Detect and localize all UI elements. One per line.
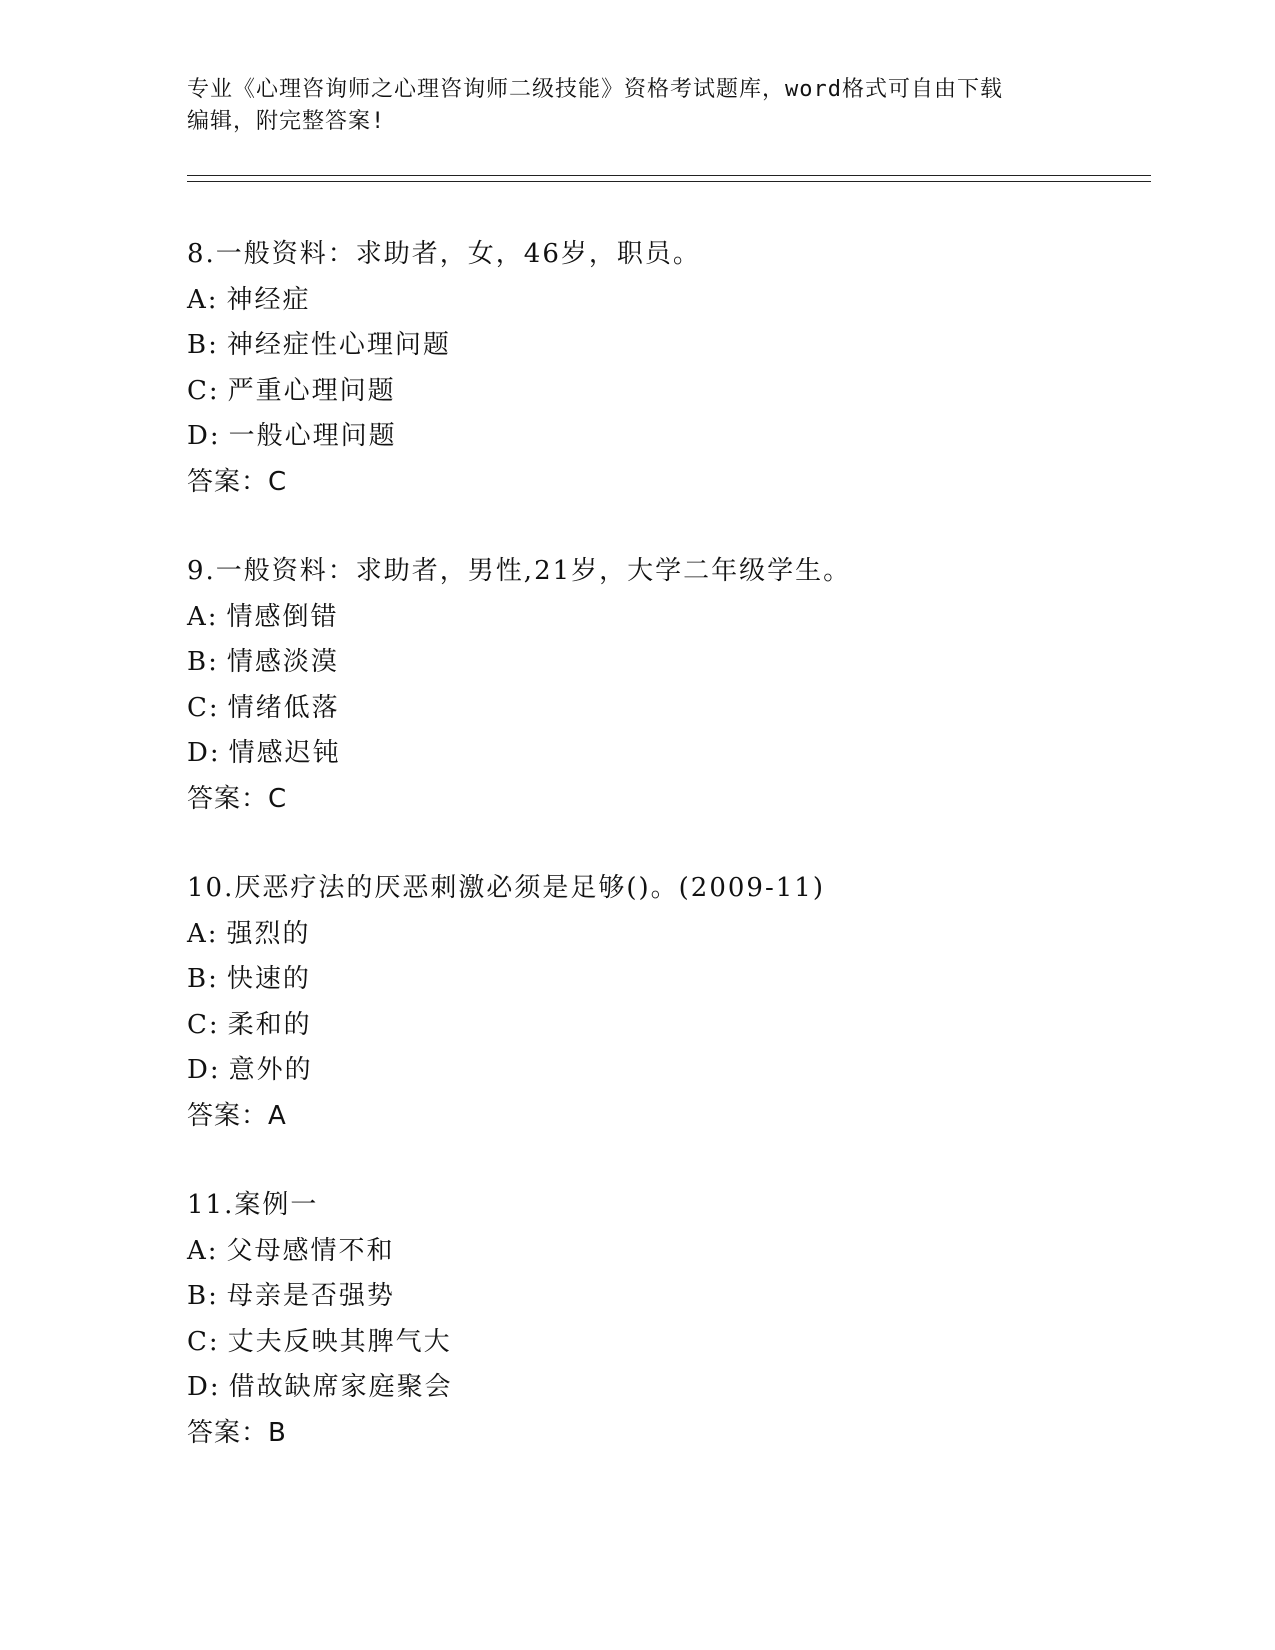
option-letter: A: (187, 918, 219, 949)
option-letter: A: (187, 284, 219, 315)
option-letter: D: (187, 738, 221, 768)
option-letter: B: (187, 330, 219, 360)
option-text: 快速的 (226, 964, 311, 994)
option-letter: C: (187, 375, 220, 406)
option-d (187, 1365, 1147, 1411)
option-text: 情感迟钝 (228, 738, 341, 768)
option-text: 情感淡漠 (226, 647, 339, 677)
option-a (187, 912, 1147, 958)
option-letter: C: (187, 1009, 220, 1040)
option-text: 一般心理问题 (228, 421, 397, 451)
option-letter: B: (187, 1281, 219, 1311)
question-stem: 9.一般资料：求助者，男性,21岁，大学二年级学生。 (187, 556, 852, 586)
option-b (187, 323, 1147, 369)
option-a (187, 1229, 1147, 1275)
option-letter: C: (187, 1326, 220, 1357)
option-text: 严重心理问题 (227, 375, 396, 406)
option-text: 丈夫反映其脾气大 (227, 1326, 452, 1357)
option-text: 神经症性心理问题 (226, 330, 451, 360)
question-stem: 8.一般资料：求助者，女，46岁，职员。 (187, 239, 701, 269)
header-line-1: 专业《心理咨询师之心理咨询师二级技能》资格考试题库，word格式可自由下载 (187, 77, 1003, 102)
question-8 (187, 232, 1147, 505)
question-stem: 10.厌恶疗法的厌恶刺激必须是足够()。(2009-11) (187, 873, 825, 903)
option-letter: B: (187, 964, 219, 994)
option-b (187, 640, 1147, 686)
option-letter: D: (187, 1372, 221, 1402)
question-9 (187, 549, 1147, 822)
option-letter: A: (187, 1235, 219, 1266)
option-text: 强烈的 (226, 918, 311, 949)
question-stem: 11.案例一 (187, 1190, 319, 1220)
option-text: 母亲是否强势 (226, 1281, 395, 1311)
option-letter: A: (187, 601, 219, 632)
header-divider-bottom (187, 181, 1151, 182)
option-letter: D: (187, 1055, 221, 1085)
option-c (187, 1320, 1147, 1366)
option-letter: B: (187, 647, 219, 677)
document-header (187, 74, 1087, 138)
answer-label: 答案：C (187, 466, 288, 497)
option-text: 意外的 (228, 1055, 313, 1085)
option-text: 柔和的 (227, 1009, 312, 1040)
question-list (187, 232, 1147, 1500)
option-b (187, 957, 1147, 1003)
answer-label: 答案：A (187, 1100, 287, 1131)
header-divider-top (187, 175, 1151, 176)
option-text: 神经症 (226, 284, 311, 315)
option-c (187, 369, 1147, 415)
option-d (187, 731, 1147, 777)
question-11 (187, 1183, 1147, 1456)
option-a (187, 595, 1147, 641)
option-c (187, 1003, 1147, 1049)
option-letter: D: (187, 421, 221, 451)
option-text: 借故缺席家庭聚会 (228, 1372, 453, 1402)
option-b (187, 1274, 1147, 1320)
option-d (187, 1048, 1147, 1094)
option-text: 情绪低落 (227, 692, 340, 723)
option-a (187, 278, 1147, 324)
question-10 (187, 866, 1147, 1139)
answer-label: 答案：B (187, 1417, 287, 1448)
option-d (187, 414, 1147, 460)
option-text: 父母感情不和 (226, 1235, 395, 1266)
option-c (187, 686, 1147, 732)
option-text: 情感倒错 (226, 601, 339, 632)
header-line-2: 编辑，附完整答案! (187, 109, 386, 134)
answer-label: 答案：C (187, 783, 288, 814)
option-letter: C: (187, 692, 220, 723)
